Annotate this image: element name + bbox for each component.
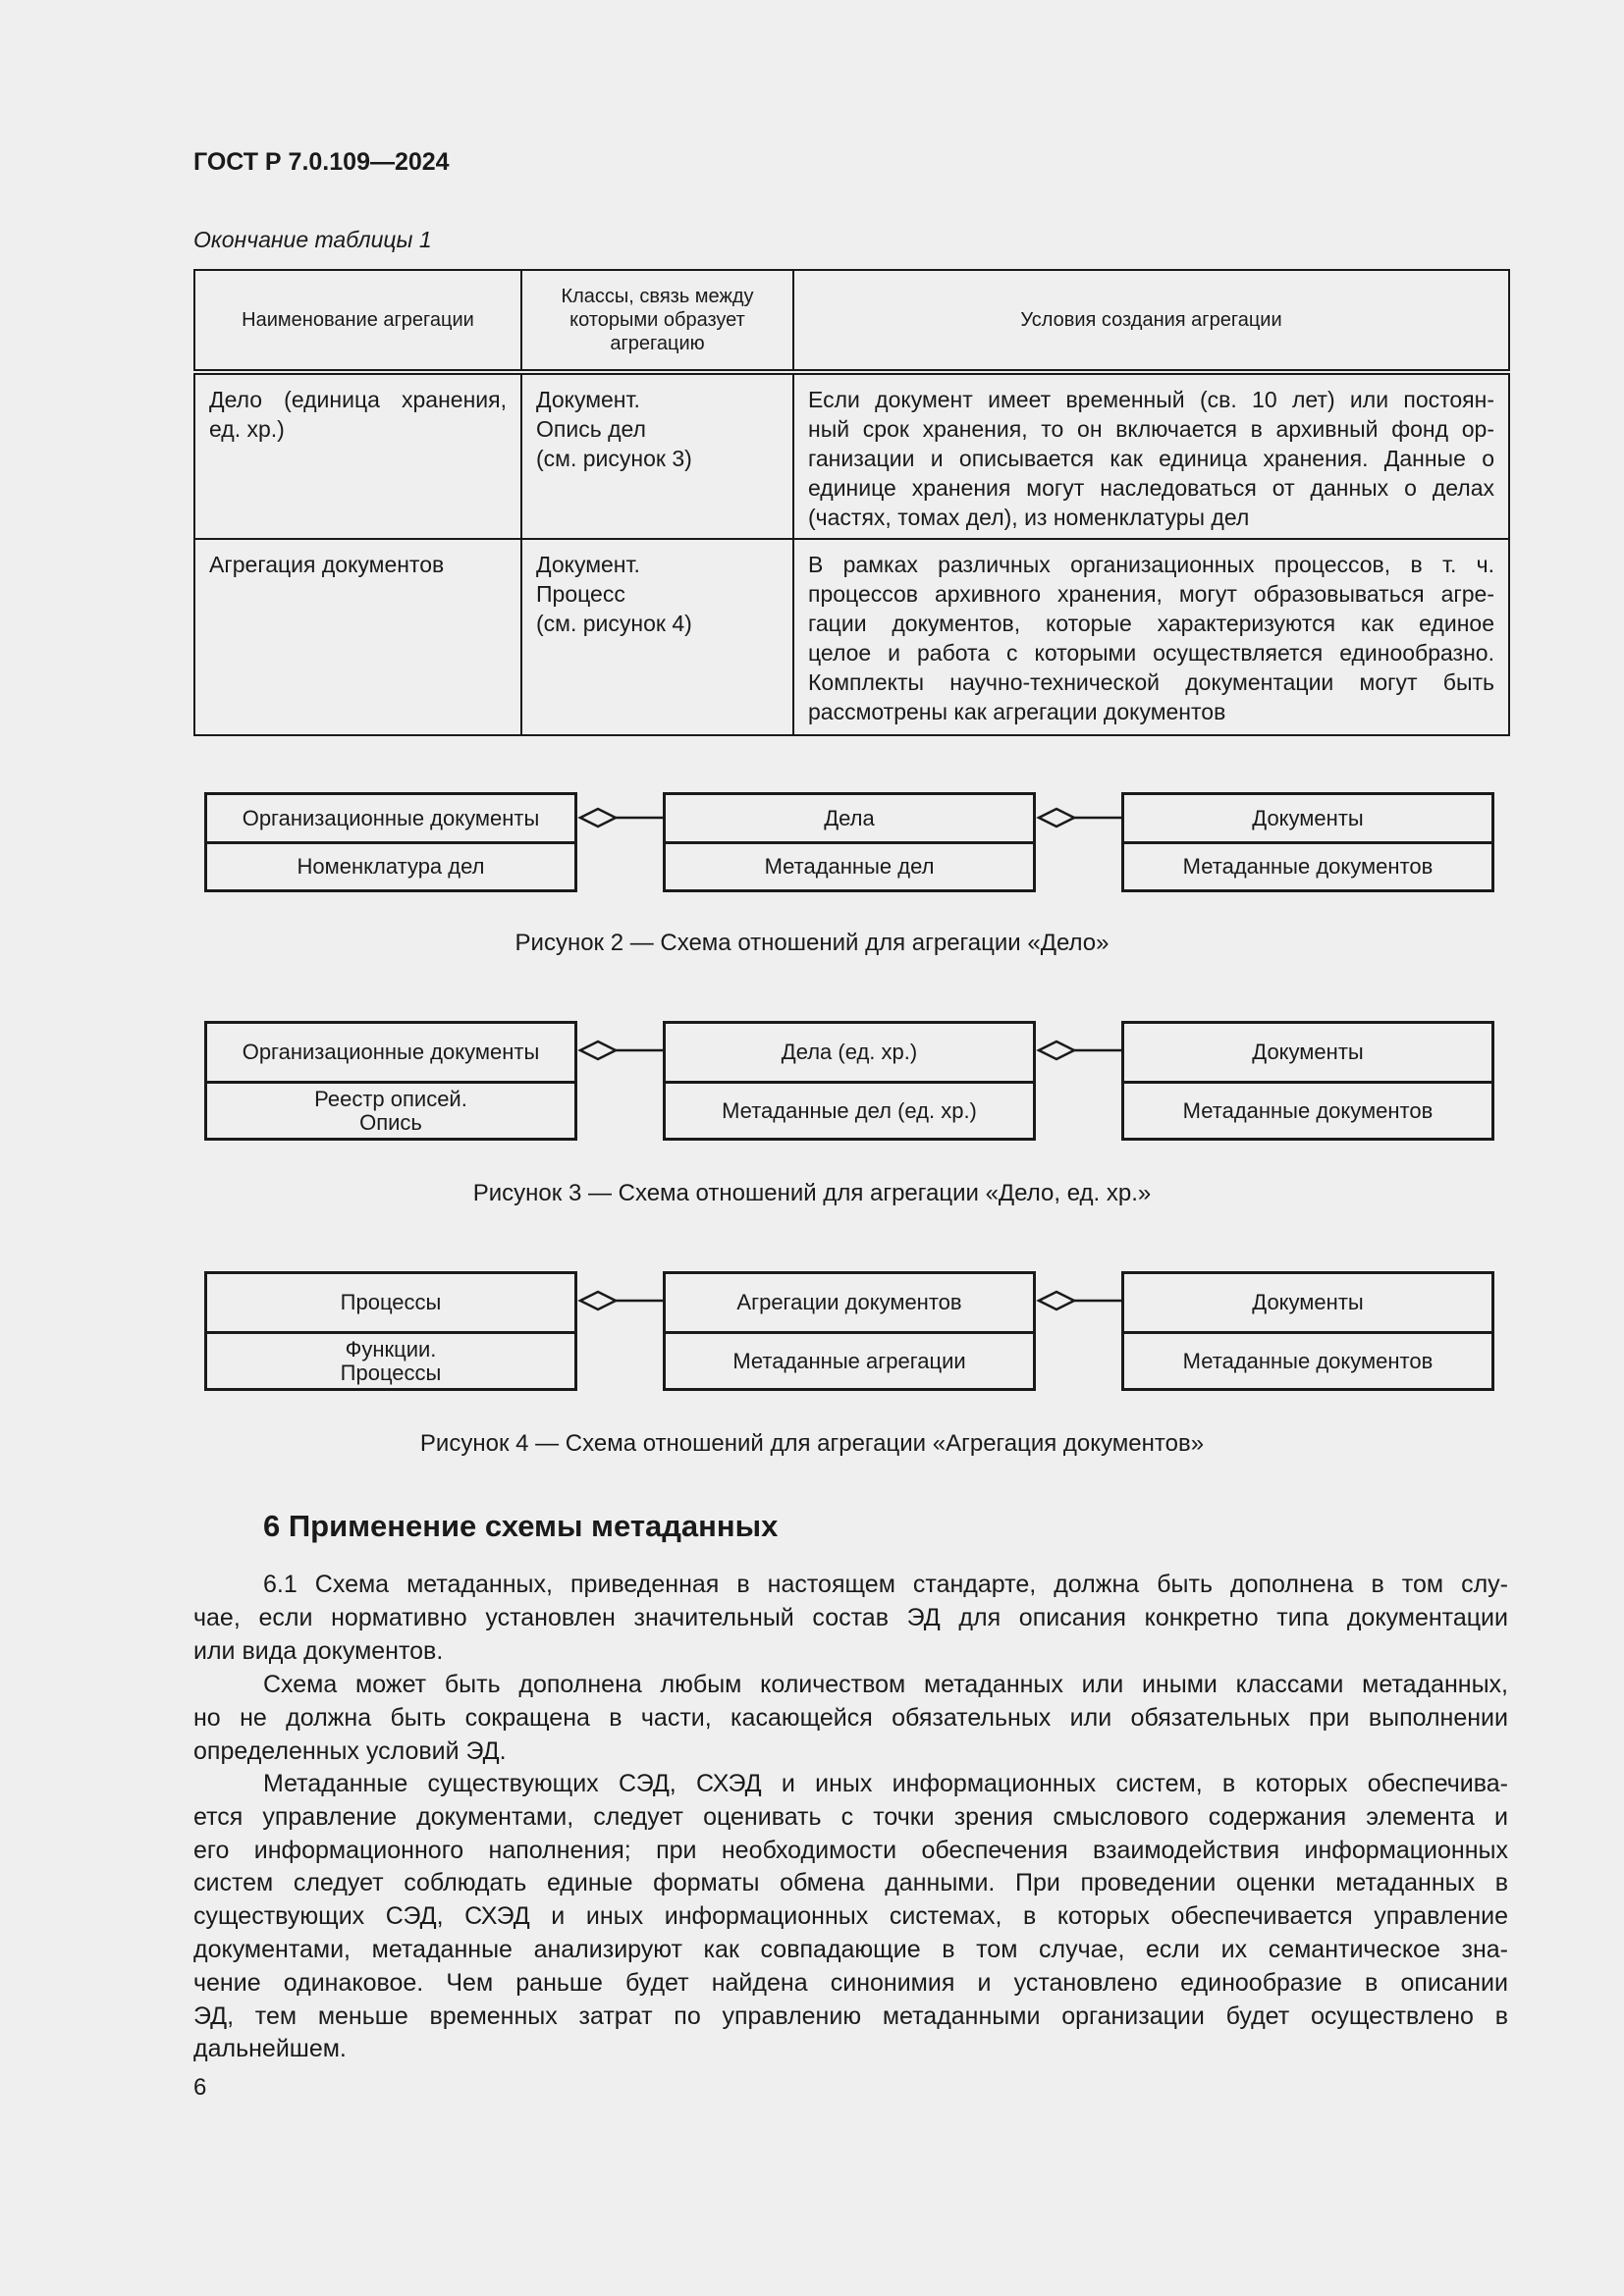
- table-row: [194, 372, 1509, 539]
- class-line: Опись дел: [536, 416, 646, 442]
- class-line: Документ.: [536, 387, 640, 412]
- class-metadata: Метаданные документов: [1182, 854, 1434, 879]
- figure-4: [0, 1271, 1624, 1391]
- class-box: [1121, 1021, 1494, 1141]
- class-metadata: Реестр описей. Опись: [314, 1086, 467, 1135]
- class-metadata: Номенклатура дел: [297, 854, 485, 879]
- classes-cell: [521, 539, 793, 735]
- conditions-line: В рамках различных организационных процессов, в т. ч.: [808, 552, 1494, 577]
- aggregation-connector: [577, 1036, 666, 1065]
- conditions-line: процессов архивного хранения, могут образовываться агре-: [808, 581, 1494, 607]
- class-name: Организационные документы: [207, 795, 574, 844]
- class-line: Документ.: [536, 552, 640, 577]
- table-row: [194, 539, 1509, 735]
- aggregation-connector: [577, 803, 666, 832]
- conditions-line: ганизации и описывается как единица хранения. Данные о: [808, 446, 1494, 471]
- figure-3: [0, 1021, 1624, 1141]
- conditions-line: (частях, томах дел), из номенклатуры дел: [808, 505, 1250, 530]
- column-header: Наименование агрегации: [194, 270, 521, 372]
- class-line: (см. рисунок 3): [536, 446, 692, 471]
- class-box: [204, 1271, 577, 1391]
- class-metadata: Метаданные дел (ед. хр.): [722, 1097, 977, 1123]
- paragraph: [193, 1569, 1508, 1668]
- document-header: ГОСТ Р 7.0.109—2024: [193, 148, 450, 176]
- figure-caption: Рисунок 4 — Схема отношений для агрегации «Агрегация документов»: [419, 1430, 1205, 1457]
- class-box: [663, 792, 1036, 892]
- paragraph: [193, 1768, 1508, 2066]
- class-name: Организационные документы: [207, 1024, 574, 1084]
- conditions-line: Комплекты научно-технической документации могут быть: [808, 669, 1494, 695]
- paragraph-line: ется управление документами, следует оценивать с точки зрения смыслового содержания элемента и: [193, 1802, 1508, 1831]
- conditions-line: гации документов, которые характеризуются как единое: [808, 611, 1494, 636]
- figure-2: [0, 792, 1624, 892]
- column-header: Классы, связь между которыми образует агрегацию: [521, 270, 793, 372]
- paragraph-line: но не должна быть сокращена в части, касающейся обязательных или обязательных при выполнении: [193, 1703, 1508, 1732]
- aggregation-connector: [577, 1286, 666, 1315]
- paragraph-line: Схема может быть дополнена любым количеством метаданных или иными классами метаданных,: [263, 1671, 1508, 1698]
- paragraph-line: ЭД, тем меньше временных затрат по управлению метаданными организации будет осуществлено в: [193, 2002, 1508, 2030]
- class-name: Документы: [1124, 1274, 1491, 1334]
- class-box: [1121, 1271, 1494, 1391]
- class-metadata: Метаданные документов: [1182, 1348, 1434, 1373]
- class-metadata: Метаданные агрегации: [732, 1348, 966, 1373]
- aggregation-connector: [1036, 803, 1124, 832]
- paragraph-line: или вида документов.: [193, 1636, 444, 1665]
- paragraph: [193, 1669, 1508, 1768]
- class-metadata: Метаданные дел: [764, 854, 935, 879]
- page-number: 6: [193, 2074, 207, 2101]
- section-title: 6 Применение схемы метаданных: [263, 1509, 779, 1543]
- classes-cell: [521, 372, 793, 539]
- class-name: Дела (ед. хр.): [666, 1024, 1033, 1084]
- conditions-line: целое и работа с которыми осуществляется единообразно.: [808, 640, 1494, 666]
- paragraph-line: существующих СЭД, СХЭД и иных информационных системах, в которых обеспечивается управление: [193, 1902, 1508, 1931]
- class-box: [204, 1021, 577, 1141]
- aggregation-name: Дело (единица хранения, ед. хр.): [209, 387, 507, 442]
- table-caption: Окончание таблицы 1: [193, 227, 432, 252]
- class-name: Процессы: [207, 1274, 574, 1334]
- figure-caption: Рисунок 2 — Схема отношений для агрегации «Дело»: [514, 930, 1110, 956]
- class-line: Процесс: [536, 581, 625, 607]
- conditions-cell: [793, 539, 1509, 735]
- aggregation-name: Агрегация документов: [209, 552, 445, 577]
- paragraph-line: определенных условий ЭД.: [193, 1736, 507, 1765]
- aggregation-connector: [1036, 1286, 1124, 1315]
- conditions-line: рассмотрены как агрегации документов: [808, 699, 1226, 724]
- paragraph-line: документами, метаданные анализируют как совпадающие в том случае, если их семантическое зна-: [193, 1935, 1508, 1963]
- class-name: Документы: [1124, 1024, 1491, 1084]
- class-name: Дела: [666, 795, 1033, 844]
- paragraph-line: его информационного наполнения; при необходимости обеспечения взаимодействия информационных: [193, 1836, 1508, 1864]
- class-name: Документы: [1124, 795, 1491, 844]
- class-box: [663, 1021, 1036, 1141]
- conditions-line: Если документ имеет временный (св. 10 лет) или постоян-: [808, 387, 1494, 412]
- paragraph-line: систем следует соблюдать единые форматы обмена данными. При проведении оценки метаданных в: [193, 1869, 1508, 1897]
- column-header: Условия создания агрегации: [793, 270, 1509, 372]
- aggregation-table: [193, 269, 1510, 736]
- class-name: Агрегации документов: [666, 1274, 1033, 1334]
- paragraph-line: чае, если нормативно установлен значительный состав ЭД для описания конкретно типа документации: [193, 1603, 1508, 1631]
- class-line: (см. рисунок 4): [536, 611, 692, 636]
- figure-caption: Рисунок 3 — Схема отношений для агрегации «Дело, ед. хр.»: [472, 1180, 1152, 1206]
- class-box: [204, 792, 577, 892]
- paragraph-line: 6.1 Схема метаданных, приведенная в настоящем стандарте, должна быть дополнена в том слу-: [263, 1571, 1508, 1598]
- paragraph-line: дальнейшем.: [193, 2035, 347, 2063]
- class-box: [663, 1271, 1036, 1391]
- conditions-line: ный срок хранения, то он включается в архивный фонд ор-: [808, 416, 1494, 442]
- class-box: [1121, 792, 1494, 892]
- paragraph-line: чение одинаковое. Чем раньше будет найдена синонимия и установлено единообразие в описании: [193, 1968, 1508, 1997]
- class-metadata: Функции. Процессы: [340, 1336, 442, 1385]
- aggregation-name-cell: [194, 539, 521, 735]
- aggregation-name-cell: [194, 372, 521, 539]
- aggregation-connector: [1036, 1036, 1124, 1065]
- conditions-cell: [793, 372, 1509, 539]
- class-metadata: Метаданные документов: [1182, 1097, 1434, 1123]
- paragraph-line: Метаданные существующих СЭД, СХЭД и иных информационных систем, в которых обеспечива-: [263, 1770, 1508, 1797]
- conditions-line: единице хранения могут наследоваться от данных о делах: [808, 475, 1494, 501]
